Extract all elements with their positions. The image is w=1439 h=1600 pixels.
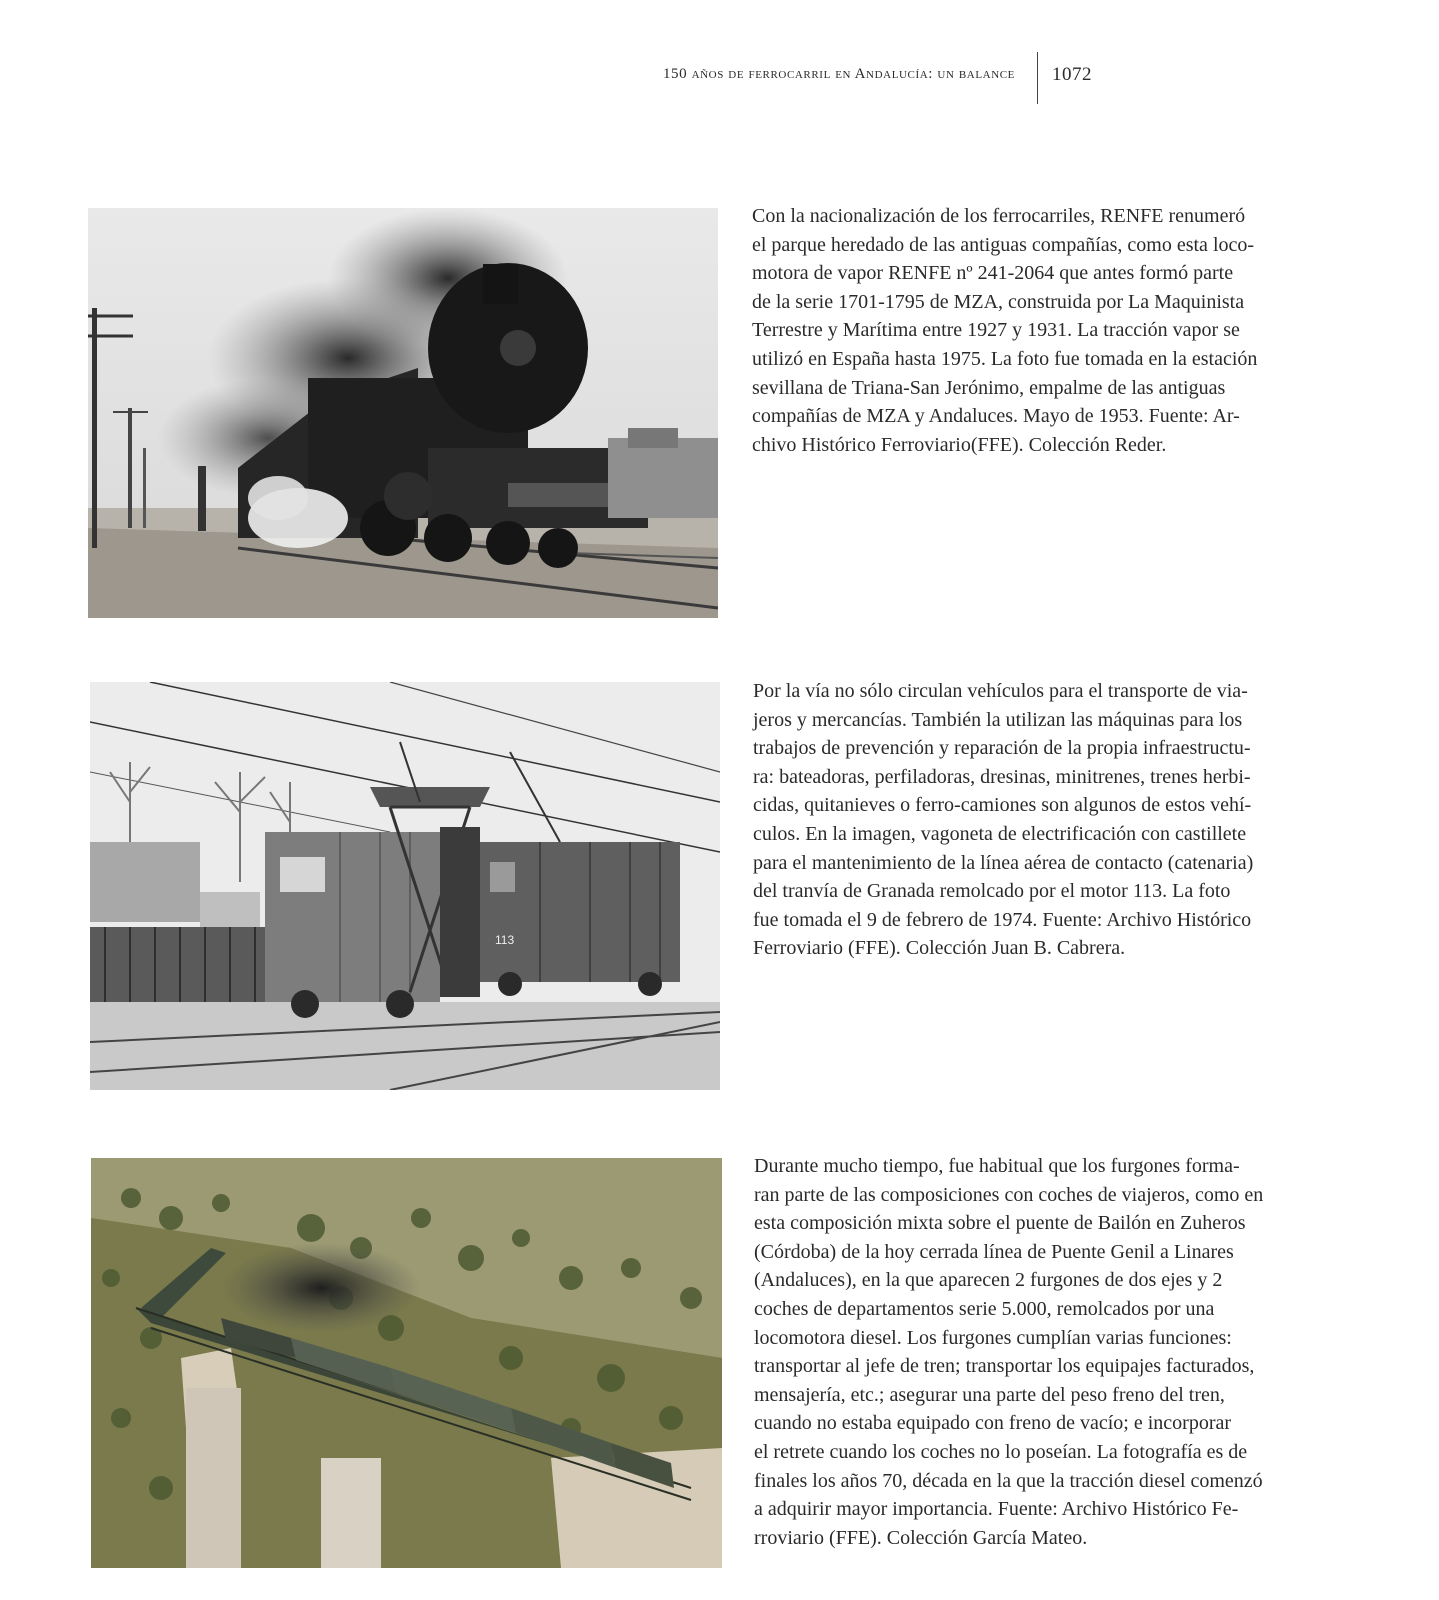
caption-line: culos. En la imagen, vagoneta de electrificación con castillete: [753, 822, 1247, 845]
caption-line: el retrete cuando los coches no lo poseían. La fotografía es de: [754, 1440, 1248, 1463]
bailon-bridge-photo: [91, 1158, 722, 1568]
caption-line: chivo Histórico Ferroviario(FFE). Colección Reder.: [752, 433, 1167, 456]
caption-line: del tranvía de Granada remolcado por el motor 113. La foto: [753, 880, 1231, 903]
caption-line: motora de vapor RENFE nº 241-2064 que antes formó parte: [752, 262, 1234, 285]
caption-line: para el mantenimiento de la línea aérea de contacto (catenaria): [753, 851, 1254, 874]
caption-electrification-wagon: [753, 677, 1353, 963]
caption-line: fue tomada el 9 de febrero de 1974. Fuente: Archivo Histórico: [753, 908, 1252, 931]
caption-line: Terrestre y Marítima entre 1927 y 1931. La tracción vapor se: [752, 319, 1240, 342]
caption-line: rroviario (FFE). Colección García Mateo.: [754, 1526, 1088, 1549]
caption-line: (Córdoba) de la hoy cerrada línea de Puente Genil a Linares: [754, 1240, 1234, 1263]
caption-line: trabajos de prevención y reparación de la propia infraestructu-: [753, 737, 1251, 760]
caption-line: cuando no estaba equipado con freno de vacío; e incorporar: [754, 1412, 1232, 1435]
caption-line: sevillana de Triana-San Jerónimo, empalme de las antiguas: [752, 376, 1226, 399]
caption-line: de la serie 1701-1795 de MZA, construida por La Maquinista: [752, 290, 1245, 313]
caption-line: finales los años 70, década en la que la tracción diesel comenzó: [754, 1469, 1263, 1492]
caption-line: ran parte de las composiciones con coches de viajeros, como en: [754, 1183, 1264, 1206]
caption-line: el parque heredado de las antiguas compañías, como esta loco-: [752, 233, 1255, 256]
caption-line: Por la vía no sólo circulan vehículos para el transporte de via-: [753, 680, 1248, 702]
caption-line: coches de departamentos serie 5.000, remolcados por una: [754, 1297, 1215, 1320]
caption-line: ra: bateadoras, perfiladoras, dresinas, minitrenes, trenes herbi-: [753, 765, 1251, 788]
caption-bailon-bridge: [754, 1152, 1354, 1552]
caption-line: utilizó en España hasta 1975. La foto fue tomada en la estación: [752, 347, 1258, 370]
steam-locomotive-photo: [88, 208, 718, 618]
running-title: 150 años de ferrocarril en Andalucía: un balance: [662, 66, 1015, 82]
electrification-wagon-photo: [90, 682, 720, 1090]
header-divider: [1037, 52, 1038, 104]
caption-line: compañías de MZA y Andaluces. Mayo de 1953. Fuente: Ar-: [752, 405, 1240, 428]
caption-line: a adquirir mayor importancia. Fuente: Archivo Histórico Fe-: [754, 1498, 1239, 1521]
caption-line: (Andaluces), en la que aparecen 2 furgones de dos ejes y 2: [754, 1269, 1223, 1292]
caption-line: jeros y mercancías. También la utilizan las máquinas para los: [753, 708, 1243, 731]
caption-line: cidas, quitanieves o ferro-camiones son algunos de estos vehí-: [753, 794, 1252, 817]
caption-line: Durante mucho tiempo, fue habitual que los furgones forma-: [754, 1155, 1240, 1177]
page-number: 1072: [1052, 64, 1092, 85]
caption-steam-locomotive: [752, 202, 1352, 459]
caption-line: Con la nacionalización de los ferrocarriles, RENFE renumeró: [752, 205, 1246, 227]
caption-line: Ferroviario (FFE). Colección Juan B. Cabrera.: [753, 937, 1126, 960]
caption-line: locomotora diesel. Los furgones cumplían varias funciones:: [754, 1326, 1232, 1349]
caption-line: transportar al jefe de tren; transportar los equipajes facturados,: [754, 1355, 1255, 1378]
tram-number-label: 113: [495, 933, 515, 947]
caption-line: esta composición mixta sobre el puente de Bailón en Zuheros: [754, 1212, 1246, 1235]
caption-line: mensajería, etc.; asegurar una parte del peso freno del tren,: [754, 1383, 1225, 1406]
